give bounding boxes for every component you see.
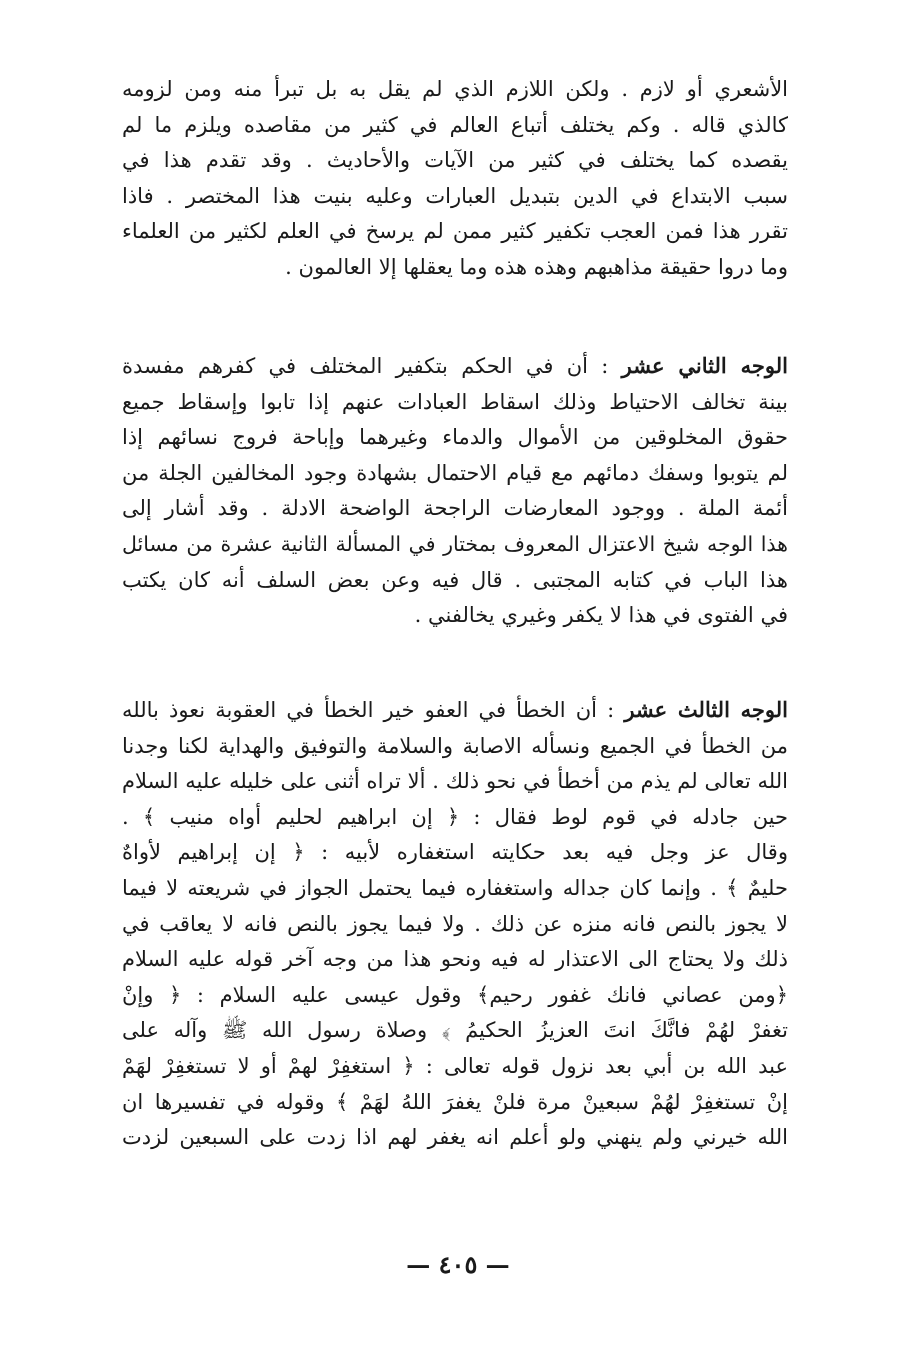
paragraph-2 [122,348,788,634]
paragraph-3-line: حين جادله في قوم لوط فقال : ﴿ إن ابراهيم لحليم أواه منيب ﴾ . [122,804,788,829]
paragraph-1-line: الأشعري أو لازم . ولكن اللازم الذي لم يقل به بل تبرأ منه ومن لزومه [122,77,788,101]
paragraph-3-line: ذلك ولا يحتاج الى الاعتذار له فيه ونحو هذا من وجه آخر قوله عليه السلام [122,947,788,972]
paragraph-1-line: كالذي قاله . وكم يختلف أتباع العالم في كثير من مقاصده ويلزم ما لم [122,112,788,137]
paragraph-1-line: وما دروا حقيقة مذاهبهم وهذه هذه وما يعقلها إلا العالمون . [285,254,788,279]
paragraph-2-line: أئمة الملة . ووجود المعارضات الراجحة الواضحة الادلة . وقد أشار إلى [122,496,788,521]
paragraph-3-line: الله خيرني ولم ينهني ولو أعلم انه يغفر لهم اذا زدت على السبعين لزدت [122,1125,788,1150]
paragraph-2-line: بينة تخالف الاحتياط وذلك اسقاط العبادات عنهم إذا تابوا وإسقاط جميع [122,389,788,414]
paragraph-3-line: من الخطأ في الجميع ونسأله الاصابة والسلامة والتوفيق والهداية لكنا وجدنا [122,733,788,758]
page-number: — ٤٠٥ — [406,1250,510,1279]
paragraph-2-line: هذا الباب في كتابه المجتبى . قال فيه وعن بعض السلف أنه كان يكتب [122,567,788,592]
paragraph-2-line: في الفتوى في هذا لا يكفر وغيري يخالفني . [414,603,788,628]
paragraph-3-line: لا يجوز بالنص فانه منزه عن ذلك . ولا فيما يجوز بالنص فانه لا يعاقب في [122,911,788,936]
paragraph-1-line: تقرر هذا فمن العجب تكفير كثير ممن لم يرسخ في العلم لكثير من العلماء [122,219,788,244]
paragraph-3-first-line [122,692,788,729]
paragraph-2-first-line [122,348,788,385]
paragraph-1-line: سبب الابتداع في الدين بتبديل العبارات وعليه بنيت هذا المختصر . فاذا [122,183,788,208]
paragraph-3 [122,692,788,1156]
paragraph-1 [122,72,788,286]
paragraph-3-first-line-text: : أن الخطأ في العفو خير الخطأ في العقوبة نعوذ بالله [122,698,625,722]
paragraph-3-line: الله تعالى لم يذم من أخطأ في نحو ذلك . ألا تراه أثنى على خليله عليه السلام [122,769,788,794]
paragraph-3-line: إنْ تستغفِرْ لهُمْ سبعينْ مرة فلنْ يغفرَ اللهُ لهَمْ ﴾ وقوله في تفسيرها ان [122,1089,788,1114]
paragraph-2-line: لم يتوبوا وسفك دمائهم مع قيام الاحتمال بشهادة وجود المخالفين الجلة من [122,460,788,485]
paragraph-3-line: عبد الله بن أبي بعد نزول قوله تعالى : ﴿ استغفِرْ لهمْ أو لا تستغفِرْ لهَمْ [122,1053,788,1078]
paragraph-2-line: هذا الوجه شيخ الاعتزال المعروف بمختار في المسألة الثانية عشرة من مسائل [122,531,788,556]
paragraph-3-line: ﴿ومن عصاني فانك غفور رحيم﴾ وقول عيسى عليه السلام : ﴿ وإنْ [122,982,788,1007]
section-heading-twelfth: الوجه الثاني عشر [621,353,788,378]
paragraph-3-line: وقال عز وجل فيه بعد حكايته استغفاره لأبيه : ﴿ إن إبراهيم لأواهٌ [122,840,788,865]
paragraph-2-line: حقوق المخلوقين من الأموال والدماء وغيرهما وإباحة فروج نسائهم إذا [122,425,788,450]
paragraph-2-first-line-text: : أن في الحكم بتكفير المختلف في كفرهم مفسدة [122,354,622,378]
section-heading-thirteenth: الوجه الثالث عشر [624,697,788,722]
paragraph-1-line: يقصده كما يختلف في كثير من الآيات والأحاديث . وقد تقدم هذا في [122,148,788,173]
paragraph-3-line: تغفرْ لهُمْ فانَّكَ انتَ العزيزُ الحكيمُ ﴾ وصلاة رسول الله ﷺ وآله على [122,1018,788,1043]
paragraph-3-line: حليمٌ ﴾ . وإنما كان جداله واستغفاره فيما يحتمل الجواز في شريعته لا فيما [122,875,788,900]
